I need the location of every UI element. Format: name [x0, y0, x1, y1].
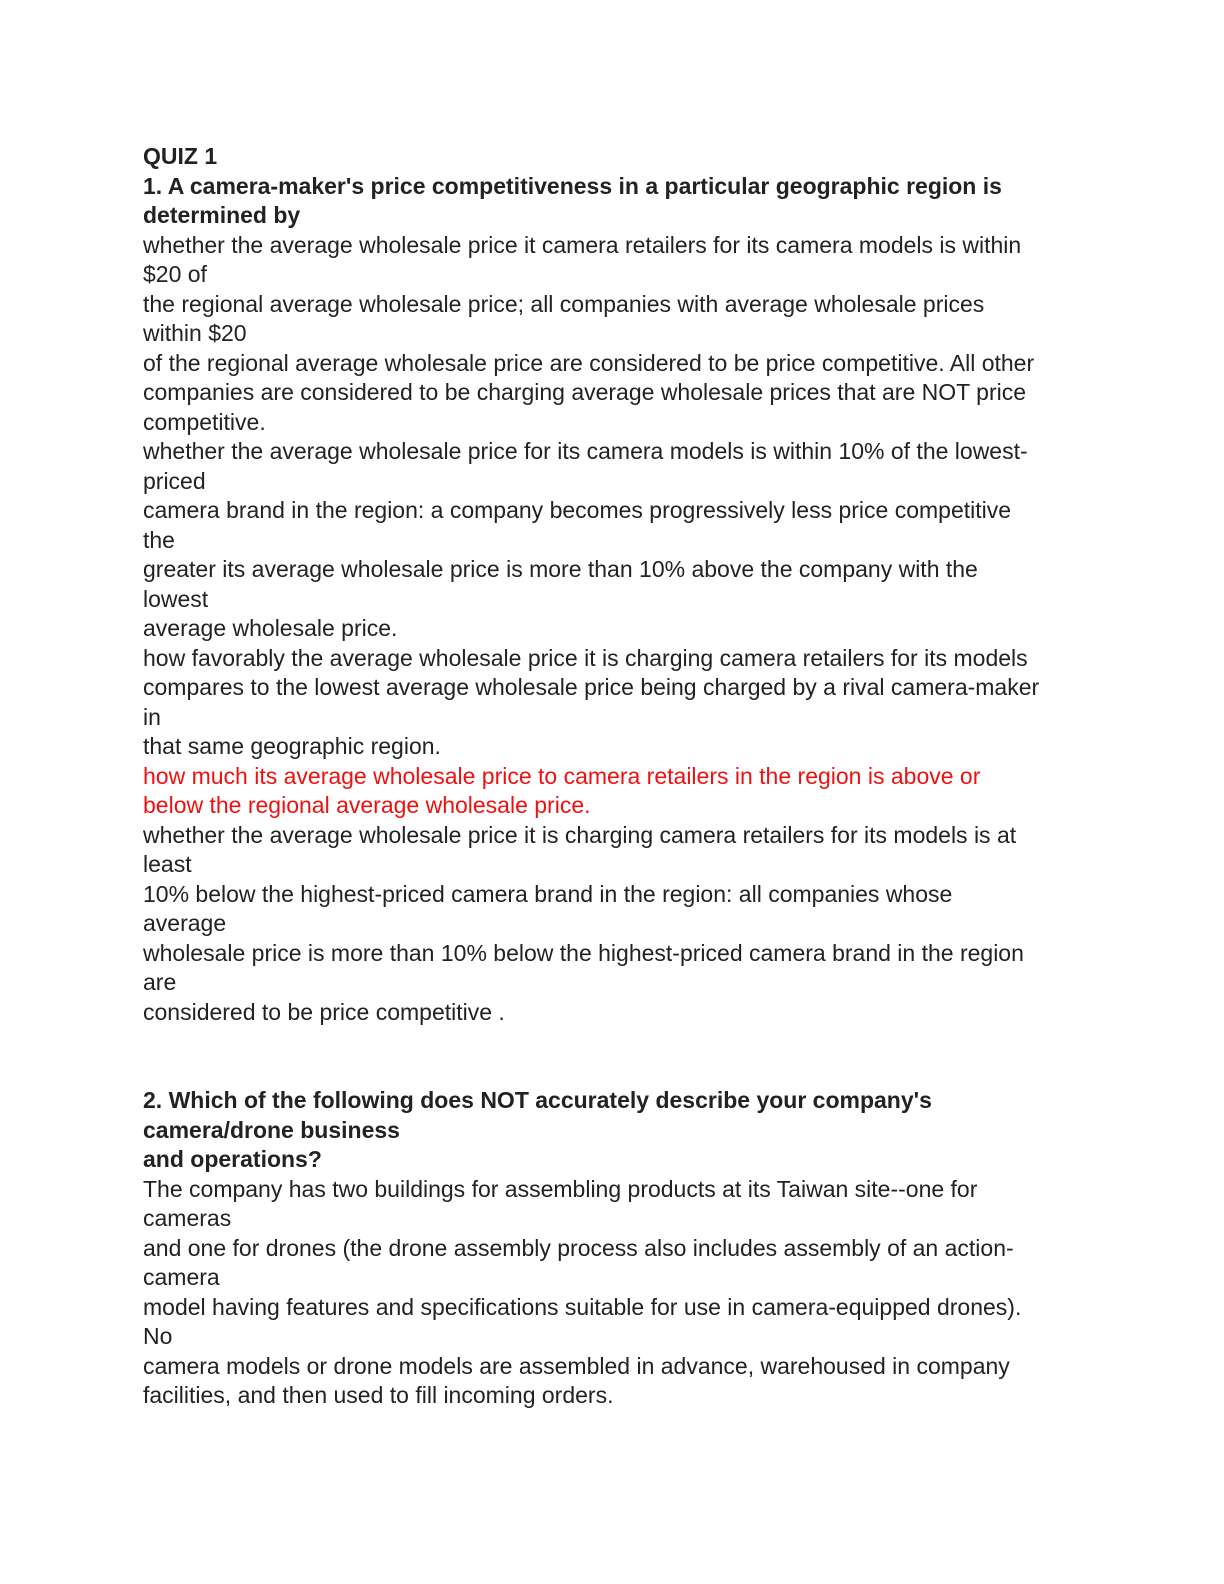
option-line: the regional average wholesale price; all companies with average wholesale prices [143, 290, 985, 317]
option-line: 10% below the highest-priced camera brand in the region: all companies whose [143, 880, 953, 907]
option-line: $20 of [143, 261, 207, 287]
question-2-text-line: and operations? [143, 1146, 322, 1172]
correct-answer-line: how much its average wholesale price to camera retailers in the region is above or [143, 762, 981, 789]
question-1-text-line: determined by [143, 202, 301, 228]
option-line: whether the average wholesale price it camera retailers for its camera models is within [143, 231, 1022, 258]
option-line: camera brand in the region: a company becomes progressively less price competitive [143, 497, 1012, 523]
option-line: greater its average wholesale price is more than 10% above the company with the [143, 556, 978, 582]
question-2-option-a [143, 1175, 1083, 1411]
option-line: that same geographic region. [143, 733, 441, 759]
option-line: camera [143, 1264, 220, 1290]
question-2-text-line: 2. Which of the following does NOT accurately describe your company's [143, 1087, 932, 1113]
option-line: camera models or drone models are assembled in advance, warehoused in company [143, 1352, 1010, 1379]
option-line: compares to the lowest average wholesale price being charged by a rival camera-maker [143, 674, 1040, 700]
question-1-option-e [143, 821, 1083, 1028]
question-2-text-line: camera/drone business [143, 1116, 400, 1143]
option-line: least [143, 851, 192, 877]
option-line: considered to be price competitive . [143, 998, 505, 1025]
option-line: lowest [143, 585, 209, 612]
option-line: companies are considered to be charging average wholesale prices that are NOT price [143, 379, 1027, 405]
question-1-option-d-correct-answer [143, 762, 1083, 821]
option-line: No [143, 1323, 173, 1349]
question-2 [143, 1086, 1083, 1411]
option-line: The company has two buildings for assembling products at its Taiwan site--one for [143, 1175, 978, 1202]
correct-answer-line: below the regional average wholesale price. [143, 792, 591, 818]
option-line: facilities, and then used to fill incoming orders. [143, 1382, 614, 1408]
question-1 [143, 172, 1083, 1028]
option-line: competitive. [143, 408, 266, 435]
option-line: and one for drones (the drone assembly process also includes assembly of an action- [143, 1234, 1014, 1261]
question-1-option-c [143, 644, 1083, 762]
option-line: average wholesale price. [143, 615, 398, 641]
option-line: average [143, 910, 227, 936]
option-line: whether the average wholesale price for its camera models is within 10% of the lowest- [143, 438, 1028, 464]
question-1-option-a [143, 231, 1083, 438]
quiz-title: QUIZ 1 [143, 143, 218, 169]
option-line: are [143, 969, 177, 995]
option-line: cameras [143, 1205, 232, 1231]
document-page [143, 142, 1083, 1411]
question-1-text-line: 1. A camera-maker's price competitiveness in a particular geographic region is [143, 172, 1002, 199]
section-spacer [143, 1027, 1083, 1086]
option-line: how favorably the average wholesale price it is charging camera retailers for its models [143, 644, 1028, 671]
option-line: whether the average wholesale price it is charging camera retailers for its models is at [143, 821, 1017, 848]
option-line: wholesale price is more than 10% below the highest-priced camera brand in the region [143, 939, 1024, 966]
option-line: model having features and specifications suitable for use in camera-equipped drones). [143, 1293, 1022, 1320]
question-1-option-b [143, 437, 1083, 644]
option-line: priced [143, 467, 206, 494]
option-line: of the regional average wholesale price are considered to be price competitive. All other [143, 349, 1035, 376]
option-line: within $20 [143, 320, 247, 346]
option-line: the [143, 526, 175, 553]
option-line: in [143, 703, 161, 730]
